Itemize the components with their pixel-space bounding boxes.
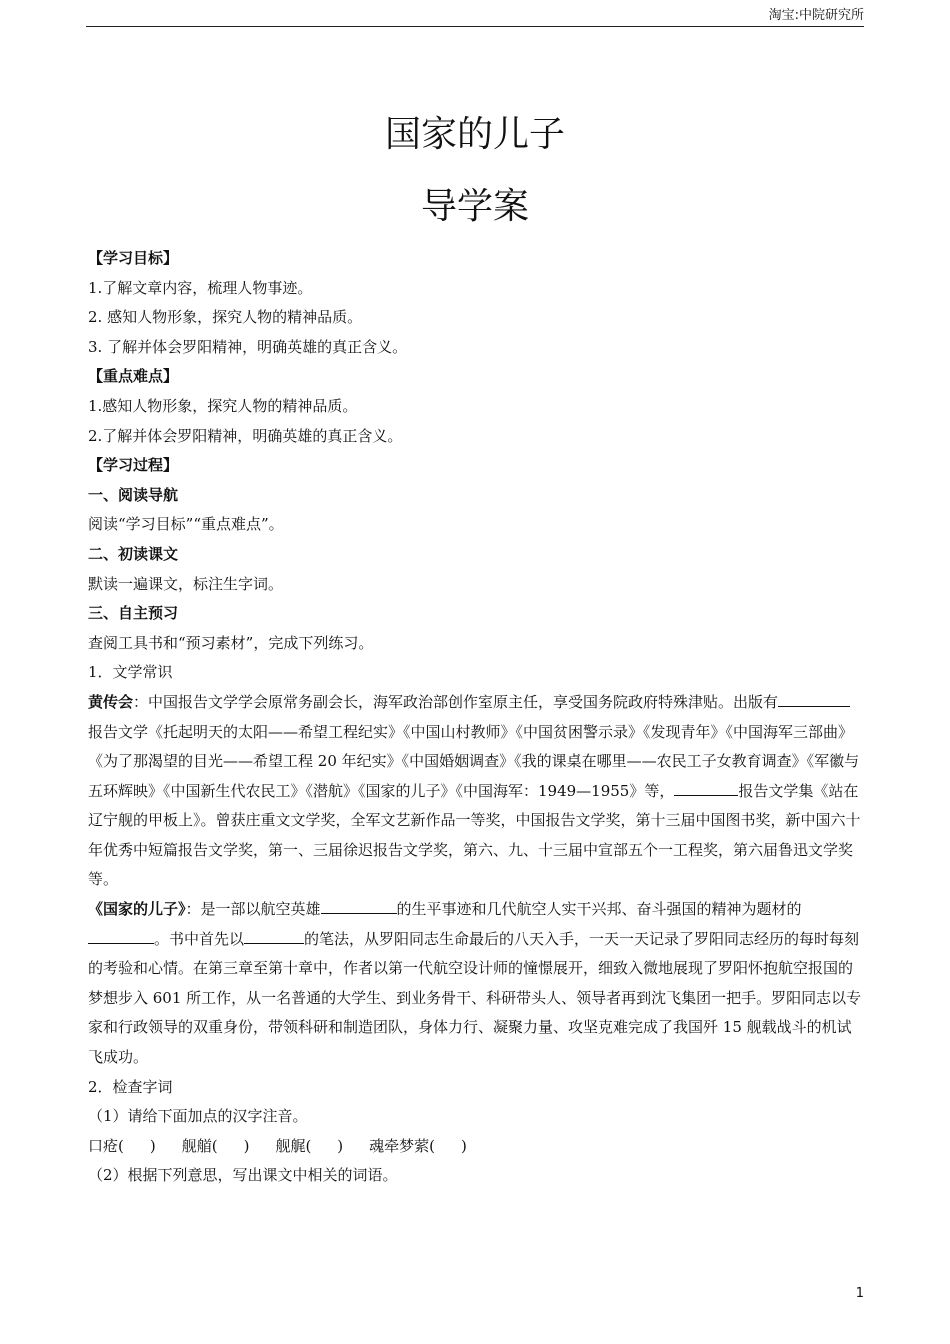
question-1-title: 1．文学常识 <box>88 663 173 682</box>
answer-blank[interactable] <box>88 928 154 944</box>
section-1-title: 一、阅读导航 <box>88 485 179 504</box>
author-text-3: 报告文学集《站在辽宁舰的甲板上》。曾获庄重文文学奖，全军文艺新作品一等奖，中国报告文学奖，第十三届中国图书奖，新中国六十年优秀中短篇报告文学奖，第一、三届徐迟报告文学奖，第六、九、十三届中宣部五个一工程奖，第六届鲁迅文学奖等。 <box>88 781 861 889</box>
goal-item-1: 1.了解文章内容，梳理人物事迹。 <box>88 278 313 297</box>
answer-blank[interactable] <box>778 691 850 707</box>
book-paragraph <box>88 895 864 1073</box>
document-subtitle: 导学案 <box>420 186 529 227</box>
answer-blank[interactable] <box>674 780 738 796</box>
author-name: 黄传会 <box>88 692 134 711</box>
word-item: 舰艏( <box>181 1136 218 1155</box>
answer-blank[interactable] <box>321 898 397 914</box>
question-2-title: 2．检查字词 <box>88 1077 173 1096</box>
process-heading: 【学习过程】 <box>88 456 179 475</box>
author-paragraph <box>88 688 864 895</box>
author-text-1: ：中国报告文学学会原常务副会长，海军政治部创作室原主任，享受国务院政府特殊津贴。出版有 <box>133 692 779 711</box>
book-text-3: 。书中首先以 <box>154 929 245 948</box>
book-name: 《国家的儿子》 <box>88 900 186 919</box>
document-title: 国家的儿子 <box>384 114 565 155</box>
author-text-2: 报告文学《托起明天的太阳——希望工程纪实》《中国山村教师》《中国贫困警示录》《发现青年》《中国海军三部曲》《为了那渴望的目光——希望工程 20 年纪实》《中国婚姻调查》《我的课桌在哪里——农民工子女教育调查》《军徽与五环辉映》《中国新生代农民工》《潜航》《国家的儿子》《中国海军：1949—1955》等， <box>88 722 860 800</box>
book-text-4: 的笔法，从罗阳同志生命最后的八天入手，一天一天记录了罗阳同志经历的每时每刻的考验和心情。在第三章至第十章中，作者以第一代航空设计师的憧憬展开，细致入微地展现了罗阳怀抱航空报国的梦想步入 601 所工作，从一名普通的大学生、到业务骨干、科研带头人、领导者再到沈飞集团一把手。罗阳同志以专家和行政领导的双重身份，带领科研和制造团队，身体力行、凝聚力量、攻坚克难完成了我国歼 15 舰载战斗的机试飞成功。 <box>88 929 862 1067</box>
focus-heading: 【重点难点】 <box>88 367 179 386</box>
header-source: 淘宝:中院研究所 <box>768 8 864 23</box>
focus-item-1: 1.感知人物形象，探究人物的精神品质。 <box>88 396 358 415</box>
book-text-2: 的生平事迹和几代航空人实干兴邦、奋斗强国的精神为题材的 <box>396 900 802 919</box>
focus-item-2: 2.了解并体会罗阳精神，明确英雄的真正含义。 <box>88 426 403 445</box>
word-item: 口疮( <box>88 1136 124 1155</box>
section-3-title: 三、自主预习 <box>88 604 179 623</box>
word-item: 舰艉( <box>275 1136 312 1155</box>
question-2-2: （2）根据下列意思，写出课文中相关的词语。 <box>88 1166 398 1185</box>
document-body <box>88 244 864 1191</box>
section-1-text: 阅读“学习目标”“重点难点”。 <box>88 515 284 534</box>
word-item: 魂牵梦萦( <box>369 1136 436 1155</box>
pinyin-word-row: 口疮( ) 舰艏( ) 舰艉( ) 魂牵梦萦( ) <box>88 1136 467 1155</box>
goals-heading: 【学习目标】 <box>88 249 179 267</box>
goal-item-3: 3. 了解并体会罗阳精神，明确英雄的真正含义。 <box>88 337 408 356</box>
page-header <box>86 6 864 27</box>
book-text-1: ：是一部以航空英雄 <box>185 900 321 919</box>
section-2-title: 二、初读课文 <box>88 544 179 563</box>
goal-item-2: 2. 感知人物形象，探究人物的精神品质。 <box>88 308 363 327</box>
answer-blank[interactable] <box>244 928 304 944</box>
section-3-text: 查阅工具书和“预习素材”，完成下列练习。 <box>88 633 374 652</box>
question-2-1: （1）请给下面加点的汉字注音。 <box>88 1107 308 1126</box>
section-2-text: 默读一遍课文，标注生字词。 <box>88 574 284 593</box>
page-number: 1 <box>855 1286 864 1301</box>
